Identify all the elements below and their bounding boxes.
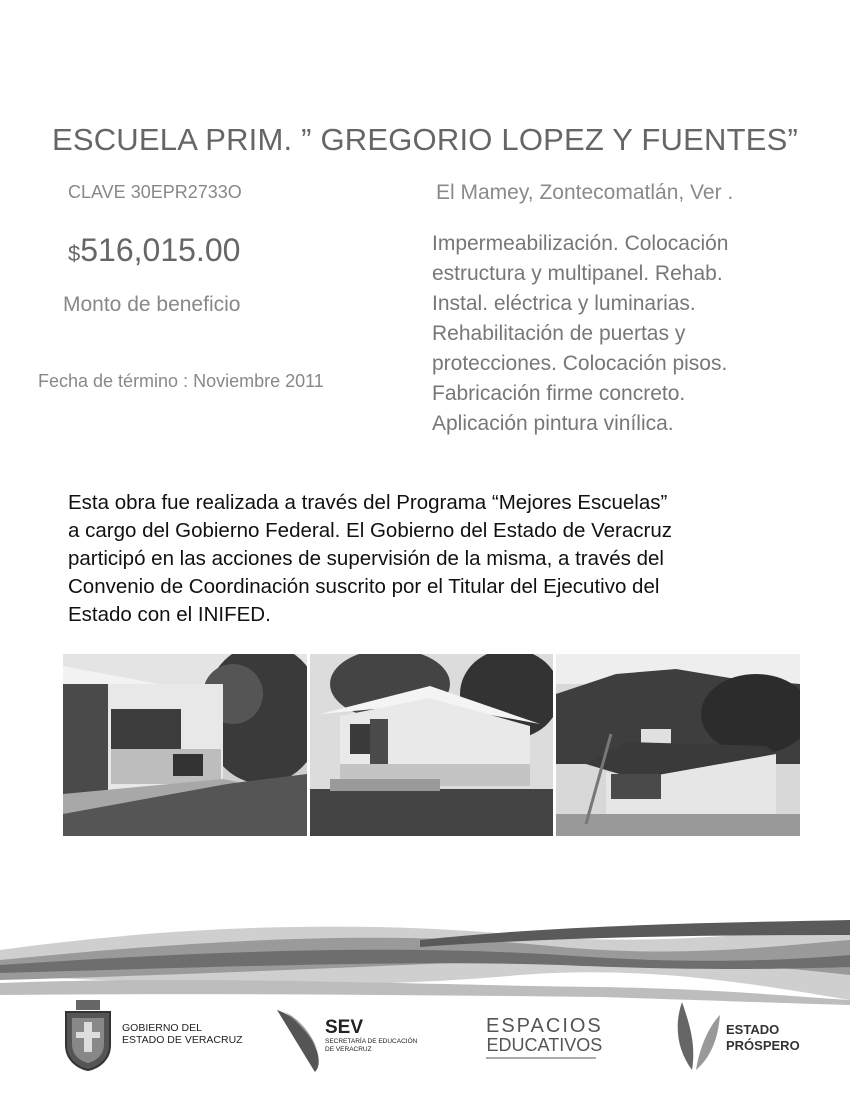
program-line: participó en las acciones de supervisión de la misma, a través del [68, 547, 664, 570]
end-date: Fecha de término : Noviembre 2011 [38, 371, 324, 391]
espacios-underline [486, 1057, 596, 1059]
program-line: a cargo del Gobierno Federal. El Gobierno del Estado de Veracruz [68, 519, 672, 542]
program-line: Estado con el INIFED. [68, 603, 271, 626]
amount-value: 516,015.00 [80, 232, 241, 268]
leaf-emblem-icon [672, 1000, 722, 1072]
coat-of-arms-icon [58, 1000, 118, 1072]
program-line: Convenio de Coordinación suscrito por el Titular del Ejecutivo del [68, 575, 660, 598]
works-line: estructura y multipanel. Rehab. [432, 262, 723, 285]
works-line: Instal. eléctrica y luminarias. [432, 292, 696, 315]
veracruz-logo-line2: ESTADO DE VERACRUZ [122, 1034, 243, 1046]
school-building-photo-1 [63, 654, 307, 836]
works-line: Impermeabilización. Colocación [432, 232, 729, 255]
works-description [432, 229, 832, 439]
prospero-line2: PRÓSPERO [726, 1038, 800, 1053]
school-clave: CLAVE 30EPR2733O [68, 182, 242, 202]
veracruz-logo-line1: GOBIERNO DEL [122, 1022, 202, 1034]
prospero-line1: ESTADO [726, 1022, 780, 1037]
sev-title: SEV [325, 1017, 364, 1038]
program-statement [68, 489, 818, 629]
benefit-label: Monto de beneficio [63, 293, 241, 316]
works-line: Aplicación pintura vinílica. [432, 412, 674, 435]
benefit-amount [68, 232, 240, 269]
school-building-photo-3 [556, 654, 800, 836]
sev-logo [275, 1000, 445, 1080]
espacios-line1: ESPACIOS [486, 1015, 603, 1037]
sev-line1: SECRETARÍA DE EDUCACIÓN [325, 1038, 418, 1045]
estado-prospero-logo [672, 1000, 822, 1080]
school-building-photo-2 [310, 654, 553, 836]
sev-line2: DE VERACRUZ [325, 1046, 372, 1053]
program-line: Esta obra fue realizada a través del Programa “Mejores Escuelas” [68, 491, 668, 514]
works-line: Rehabilitación de puertas y [432, 322, 686, 345]
decorative-wave [0, 905, 850, 1010]
works-line: Fabricación firme concreto. [432, 382, 686, 405]
espacios-educativos-logo [486, 1000, 616, 1080]
works-line: protecciones. Colocación pisos. [432, 352, 728, 375]
espacios-line2: EDUCATIVOS [486, 1035, 603, 1055]
sev-swoosh-icon [275, 1006, 330, 1076]
veracruz-government-logo [58, 1000, 258, 1080]
school-location: El Mamey, Zontecomatlán, Ver . [436, 181, 734, 204]
page-title: ESCUELA PRIM. ” GREGORIO LOPEZ Y FUENTES” [51, 122, 799, 157]
currency-symbol: $ [68, 241, 81, 266]
